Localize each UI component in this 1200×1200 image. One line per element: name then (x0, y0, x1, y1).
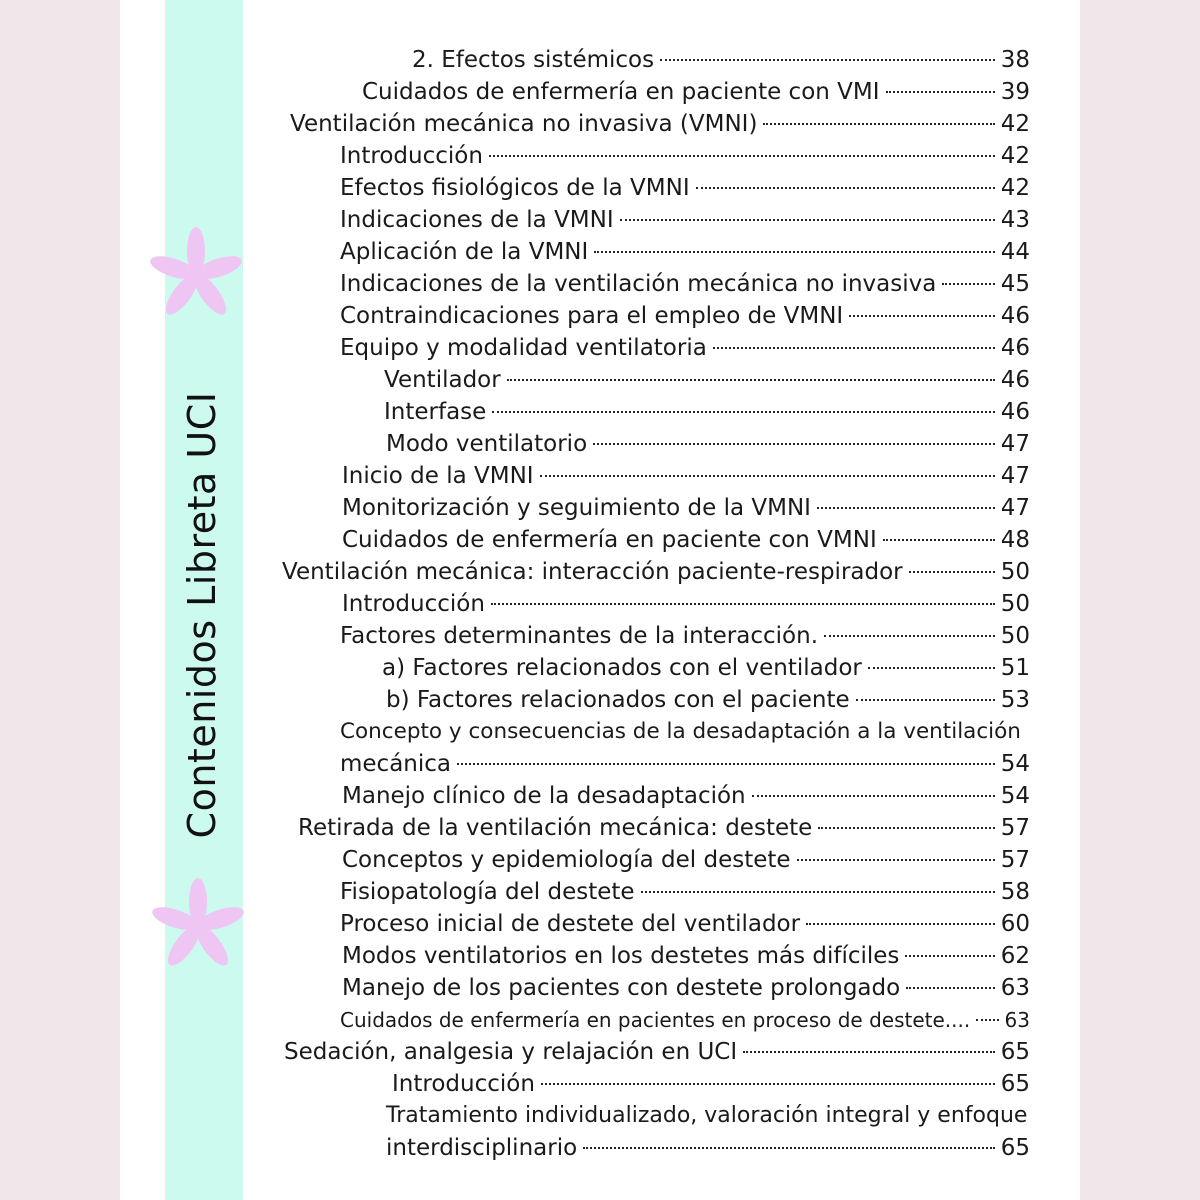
toc-page-number: 45 (1000, 271, 1030, 297)
toc-entry-label: Ventilación mecánica no invasiva (VMNI) (290, 111, 758, 137)
table-of-contents (120, 0, 1080, 1200)
toc-entry-label: Monitorización y seguimiento de la VMNI (342, 495, 811, 521)
toc-entry-label: Proceso inicial de destete del ventilador (340, 911, 801, 937)
toc-entry[interactable] (392, 1068, 1030, 1100)
toc-page-number: 43 (1000, 207, 1030, 233)
toc-page-number: 47 (1000, 431, 1030, 457)
toc-page-number: 63 (1000, 975, 1030, 1001)
dot-leader (594, 251, 994, 253)
toc-page-number: 58 (1000, 879, 1030, 905)
dot-leader (491, 603, 995, 605)
dot-leader (763, 123, 994, 125)
dot-leader (660, 59, 995, 61)
toc-entry[interactable] (340, 876, 1030, 908)
dot-leader (641, 891, 995, 893)
toc-entry-label: Cuidados de enfermería en paciente con VMI (362, 79, 880, 105)
dot-leader (593, 443, 995, 445)
toc-entry-label: Inicio de la VMNI (342, 463, 534, 489)
toc-entry-label: Aplicación de la VMNI (340, 239, 589, 265)
toc-entry[interactable] (342, 588, 1030, 620)
toc-entry-label: Interfase (384, 399, 487, 425)
toc-page-number: 46 (1000, 303, 1030, 329)
toc-page-number: 46 (1000, 335, 1030, 361)
toc-page-number: 44 (1000, 239, 1030, 265)
dot-leader (849, 315, 995, 317)
toc-page-number: 53 (1000, 687, 1030, 713)
toc-page-number: 48 (1000, 527, 1030, 553)
toc-entry[interactable] (340, 268, 1030, 300)
toc-entry-label: Ventilación mecánica: interacción paciente-respirador (282, 559, 903, 585)
document-page (120, 0, 1080, 1200)
toc-page-number: 50 (1000, 623, 1030, 649)
toc-entry-label: Manejo clínico de la desadaptación (342, 783, 746, 809)
toc-entry[interactable] (386, 428, 1030, 460)
toc-entry-label: 2. Efectos sistémicos (412, 47, 655, 73)
dot-leader (457, 763, 995, 765)
toc-entry[interactable] (362, 76, 1030, 108)
dot-leader (507, 379, 995, 381)
dot-leader (797, 859, 995, 861)
toc-entry[interactable] (342, 460, 1030, 492)
toc-entry[interactable] (386, 684, 1030, 716)
toc-entry-label: Factores determinantes de la interacción. (340, 623, 819, 649)
toc-entry-label: Cuidados de enfermería en paciente con VMNI (342, 527, 877, 553)
dot-leader (886, 91, 995, 93)
toc-page-number: 47 (1000, 495, 1030, 521)
toc-page-number: 65 (1000, 1071, 1030, 1097)
dot-leader (541, 1083, 995, 1085)
toc-page-number: 51 (1000, 655, 1030, 681)
toc-page-number: 57 (1000, 815, 1030, 841)
toc-page-number: 54 (1000, 783, 1030, 809)
spine-title: Contenidos Libreta UCI (180, 391, 224, 839)
toc-entry-label: Introducción (392, 1071, 535, 1097)
dot-leader (817, 507, 995, 509)
toc-entry-label: Indicaciones de la VMNI (340, 207, 614, 233)
toc-entry-label: b) Factores relacionados con el paciente (386, 687, 850, 713)
toc-entry[interactable] (386, 1132, 1030, 1164)
toc-entry[interactable] (412, 44, 1030, 76)
toc-page-number: 46 (1000, 399, 1030, 425)
toc-entry-label: Manejo de los pacientes con destete prolongado (342, 975, 901, 1001)
dot-leader (883, 539, 995, 541)
dot-leader (868, 667, 995, 669)
dot-leader (713, 347, 995, 349)
toc-entry[interactable] (342, 940, 1030, 972)
toc-entry[interactable] (340, 140, 1030, 172)
toc-entry[interactable] (340, 172, 1030, 204)
toc-entry-label: mecánica (340, 751, 452, 777)
toc-page-number: 54 (1000, 751, 1030, 777)
toc-entry-label: Introducción (340, 143, 483, 169)
toc-entry[interactable] (384, 396, 1030, 428)
toc-entry[interactable] (284, 1036, 1030, 1068)
toc-entry-label: a) Factores relacionados con el ventilador (382, 655, 862, 681)
toc-entry-label: Fisiopatología del destete (340, 879, 635, 905)
dot-leader (909, 571, 995, 573)
toc-entry[interactable] (340, 620, 1030, 652)
toc-entry-label: Sedación, analgesia y relajación en UCI (284, 1039, 738, 1065)
toc-entry[interactable] (342, 972, 1030, 1004)
toc-entry[interactable] (384, 364, 1030, 396)
toc-entry-label: Cuidados de enfermería en pacientes en proceso de destete.... (340, 1008, 971, 1032)
toc-page-number: 57 (1000, 847, 1030, 873)
toc-page-number: 42 (1000, 143, 1030, 169)
dot-leader (824, 635, 995, 637)
toc-entry[interactable] (342, 844, 1030, 876)
toc-page-number: 42 (1000, 175, 1030, 201)
toc-page-number: 50 (1000, 559, 1030, 585)
toc-entry-label: Tratamiento individualizado, valoración integral y enfoque (386, 1103, 1028, 1128)
toc-entry-label: Conceptos y epidemiología del destete (342, 847, 791, 873)
dot-leader (540, 475, 995, 477)
dot-leader (583, 1147, 995, 1149)
dot-leader (976, 1019, 998, 1021)
toc-entry[interactable] (342, 492, 1030, 524)
toc-page-number: 50 (1000, 591, 1030, 617)
toc-entry[interactable] (382, 652, 1030, 684)
toc-page-number: 65 (1000, 1039, 1030, 1065)
toc-entry-label: Modo ventilatorio (386, 431, 588, 457)
toc-entry[interactable] (340, 332, 1030, 364)
toc-page-number: 62 (1000, 943, 1030, 969)
toc-page-number: 47 (1000, 463, 1030, 489)
toc-page-number: 65 (1000, 1135, 1030, 1161)
toc-entry-label: Efectos fisiológicos de la VMNI (340, 175, 690, 201)
dot-leader (942, 283, 994, 285)
dot-leader (752, 795, 995, 797)
dot-leader (743, 1051, 995, 1053)
toc-entry[interactable] (340, 1004, 1030, 1036)
toc-entry[interactable] (340, 300, 1030, 332)
toc-entry-label: Contraindicaciones para el empleo de VMNI (340, 303, 844, 329)
toc-entry[interactable] (342, 780, 1030, 812)
toc-entry[interactable] (340, 236, 1030, 268)
toc-entry-label: Introducción (342, 591, 485, 617)
dot-leader (806, 923, 995, 925)
toc-entry-label: Indicaciones de la ventilación mecánica no invasiva (340, 271, 937, 297)
toc-entry-label: Modos ventilatorios en los destetes más difíciles (342, 943, 900, 969)
toc-entry[interactable] (290, 108, 1030, 140)
dot-leader (492, 411, 994, 413)
toc-entry[interactable] (340, 908, 1030, 940)
toc-page-number: 63 (1004, 1008, 1030, 1032)
toc-entry-label: Retirada de la ventilación mecánica: destete (298, 815, 813, 841)
toc-entry[interactable] (282, 556, 1030, 588)
dot-leader (818, 827, 994, 829)
toc-page-number: 42 (1000, 111, 1030, 137)
toc-entry-label: Concepto y consecuencias de la desadaptación a la ventilación (340, 719, 1021, 744)
dot-leader (905, 955, 994, 957)
dot-leader (856, 699, 995, 701)
toc-entry[interactable] (340, 204, 1030, 236)
dot-leader (696, 187, 995, 189)
toc-entry[interactable] (298, 812, 1030, 844)
toc-entry[interactable] (340, 748, 1030, 780)
dot-leader (489, 155, 995, 157)
toc-page-number: 39 (1000, 79, 1030, 105)
toc-page-number: 38 (1000, 47, 1030, 73)
toc-page-number: 60 (1000, 911, 1030, 937)
dot-leader (906, 987, 995, 989)
dot-leader (620, 219, 995, 221)
toc-entry-label: Equipo y modalidad ventilatoria (340, 335, 707, 361)
toc-entry-label: interdisciplinario (386, 1135, 578, 1161)
toc-page-number: 46 (1000, 367, 1030, 393)
toc-entry-label: Ventilador (384, 367, 501, 393)
toc-entry[interactable] (342, 524, 1030, 556)
